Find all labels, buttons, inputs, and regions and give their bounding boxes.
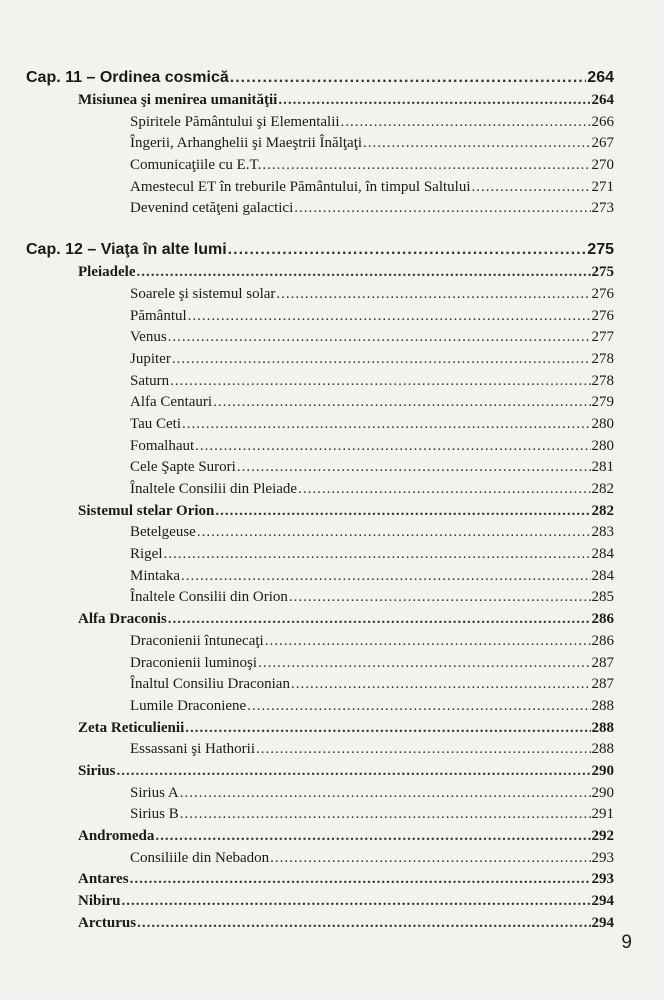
entry-page: 276 xyxy=(591,307,614,324)
toc-subsection-entry xyxy=(26,133,614,155)
entry-title: Înaltul Consiliu Draconian xyxy=(130,676,290,693)
entry-page: 288 xyxy=(591,741,614,758)
dot-leader xyxy=(185,718,590,740)
entry-title: Cele Şapte Surori xyxy=(130,459,236,476)
dot-leader xyxy=(195,436,590,458)
entry-page: 271 xyxy=(591,178,614,195)
toc-subsection-entry xyxy=(26,544,614,566)
toc-subsection-entry xyxy=(26,327,614,349)
entry-page: 279 xyxy=(591,394,614,411)
entry-title: Arcturus xyxy=(78,914,137,931)
dot-leader xyxy=(172,349,591,371)
entry-title: Îngerii, Arhanghelii şi Maeştrii Înălţaţi xyxy=(130,135,363,152)
entry-page: 283 xyxy=(591,524,614,541)
dot-leader xyxy=(182,414,590,436)
dot-leader xyxy=(265,631,591,653)
entry-title: Antares xyxy=(78,871,129,888)
dot-leader xyxy=(237,457,591,479)
toc-subsection-entry xyxy=(26,848,614,870)
entry-page: 275 xyxy=(591,264,614,281)
toc-subsection-entry xyxy=(26,739,614,761)
toc-subsection-entry xyxy=(26,804,614,826)
toc-subsection-entry xyxy=(26,155,614,177)
entry-page: 293 xyxy=(591,849,614,866)
toc-section-entry xyxy=(26,609,614,631)
entry-page: 288 xyxy=(591,719,614,736)
entry-title: Draconienii luminoşi xyxy=(130,654,258,671)
entry-title: Alfa Centauri xyxy=(130,394,213,411)
entry-title: Andromeda xyxy=(78,828,155,844)
chapter-title: Cap. 12 – Viaţa în alte lumi xyxy=(26,241,227,259)
toc-subsection-entry xyxy=(26,436,614,458)
chapter-heading xyxy=(26,66,614,90)
entry-page: 286 xyxy=(591,632,614,649)
entry-page: 278 xyxy=(591,350,614,367)
entry-page: 285 xyxy=(591,589,614,606)
entry-title: Tau Ceti xyxy=(130,415,182,432)
entry-title: Pleiadele xyxy=(78,264,136,281)
entry-title: Fomalhaut xyxy=(130,437,195,454)
toc-section-entry xyxy=(26,869,614,891)
dot-leader xyxy=(137,913,590,935)
page-number: 9 xyxy=(621,932,632,953)
entry-title: Zeta Reticulienii xyxy=(78,719,185,736)
entry-title: Draconienii întunecaţi xyxy=(130,632,264,649)
toc-subsection-entry xyxy=(26,349,614,371)
entry-page: 293 xyxy=(591,871,614,888)
dot-leader xyxy=(270,848,590,870)
toc-section-entry xyxy=(26,262,614,284)
entry-page: 287 xyxy=(591,654,614,671)
dot-leader xyxy=(188,306,591,328)
entry-title: Spiritele Pământului şi Elementalii xyxy=(130,113,340,130)
dot-leader xyxy=(294,198,590,220)
entry-page: 288 xyxy=(591,697,614,714)
toc-section-entry xyxy=(26,718,614,740)
dot-leader xyxy=(180,804,591,826)
toc-subsection-entry xyxy=(26,783,614,805)
toc-section-entry xyxy=(26,913,614,935)
toc-subsection-entry xyxy=(26,392,614,414)
toc-subsection-entry xyxy=(26,414,614,436)
entry-page: 267 xyxy=(591,135,614,152)
entry-page: 278 xyxy=(591,372,614,389)
chapter-page: 275 xyxy=(587,241,614,259)
toc-section-entry xyxy=(26,826,614,848)
entry-title: Înaltele Consilii din Orion xyxy=(130,589,288,606)
dot-leader xyxy=(472,177,591,199)
dot-leader xyxy=(291,674,591,696)
entry-page: 276 xyxy=(591,285,614,302)
entry-page: 282 xyxy=(591,502,614,519)
entry-title: Misiunea şi menirea umanităţii xyxy=(78,92,278,108)
toc-subsection-entry xyxy=(26,631,614,653)
dot-leader xyxy=(180,783,591,805)
entry-page: 291 xyxy=(591,806,614,823)
entry-title: Sirius xyxy=(78,762,116,779)
dot-leader xyxy=(213,392,590,414)
toc-section-entry xyxy=(26,761,614,783)
entry-title: Pământul xyxy=(130,307,187,324)
toc-section-entry xyxy=(26,891,614,913)
entry-title: Devenind cetăţeni galactici xyxy=(130,200,294,217)
table-of-contents xyxy=(26,66,614,952)
entry-title: Betelgeuse xyxy=(130,524,196,541)
entry-title: Venus xyxy=(130,329,167,346)
dot-leader xyxy=(230,66,587,90)
entry-page: 270 xyxy=(591,157,614,174)
entry-page: 281 xyxy=(591,459,614,476)
dot-leader xyxy=(122,891,591,913)
toc-subsection-entry xyxy=(26,112,614,134)
dot-leader xyxy=(247,696,590,718)
entry-page: 294 xyxy=(591,914,614,931)
entry-title: Înaltele Consilii din Pleiade xyxy=(130,481,298,497)
entry-page: 290 xyxy=(591,762,614,779)
entry-title: Soarele şi sistemul solar xyxy=(130,285,276,302)
entry-title: Nibiru xyxy=(78,893,121,910)
dot-leader xyxy=(258,653,590,675)
chapter-page: 264 xyxy=(587,69,614,86)
toc-subsection-entry xyxy=(26,371,614,393)
entry-page: 273 xyxy=(591,200,614,217)
entry-page: 280 xyxy=(591,415,614,432)
dot-leader xyxy=(155,826,590,848)
entry-title: Mintaka xyxy=(130,567,180,584)
dot-leader xyxy=(181,566,591,588)
toc-subsection-entry xyxy=(26,479,614,501)
toc-subsection-entry xyxy=(26,587,614,609)
dot-leader xyxy=(278,90,590,112)
entry-title: Essassani şi Hathorii xyxy=(130,741,255,758)
entry-page: 284 xyxy=(591,546,614,563)
entry-page: 290 xyxy=(591,784,614,801)
toc-subsection-entry xyxy=(26,696,614,718)
entry-title: Sirius A xyxy=(130,784,179,801)
toc-subsection-entry xyxy=(26,653,614,675)
dot-leader xyxy=(215,501,590,523)
entry-page: 287 xyxy=(591,676,614,693)
entry-title: Sirius B xyxy=(130,806,179,823)
entry-page: 284 xyxy=(591,567,614,584)
toc-subsection-entry xyxy=(26,566,614,588)
dot-leader xyxy=(298,479,590,501)
dot-leader xyxy=(228,238,587,262)
entry-page: 282 xyxy=(591,481,614,497)
toc-subsection-entry xyxy=(26,306,614,328)
entry-title: Consiliile din Nebadon xyxy=(130,849,270,866)
entry-title: Comunicaţiile cu E.T. xyxy=(130,157,262,174)
dot-leader xyxy=(136,262,590,284)
dot-leader xyxy=(256,739,591,761)
dot-leader xyxy=(168,327,591,349)
chapter-heading xyxy=(26,238,614,262)
entry-page: 277 xyxy=(591,329,614,346)
toc-chapter xyxy=(26,66,614,220)
toc-section-entry xyxy=(26,90,614,112)
entry-title: Jupiter xyxy=(130,350,171,367)
dot-leader xyxy=(341,112,591,134)
entry-title: Rigel xyxy=(130,546,163,563)
entry-page: 294 xyxy=(591,893,614,910)
toc-section-entry xyxy=(26,501,614,523)
entry-title: Saturn xyxy=(130,372,170,389)
dot-leader xyxy=(164,544,591,566)
toc-chapter xyxy=(26,238,614,934)
toc-subsection-entry xyxy=(26,674,614,696)
entry-page: 264 xyxy=(591,92,614,108)
toc-subsection-entry xyxy=(26,177,614,199)
dot-leader xyxy=(197,522,591,544)
chapter-title: Cap. 11 – Ordinea cosmică xyxy=(26,69,229,86)
toc-subsection-entry xyxy=(26,198,614,220)
entry-page: 266 xyxy=(591,113,614,130)
entry-page: 280 xyxy=(591,437,614,454)
entry-page: 286 xyxy=(591,611,614,628)
dot-leader xyxy=(168,609,591,631)
entry-title: Sistemul stelar Orion xyxy=(78,502,215,519)
toc-subsection-entry xyxy=(26,457,614,479)
entry-title: Amestecul ET în treburile Pământului, în timpul Saltului xyxy=(130,178,471,195)
entry-title: Alfa Draconis xyxy=(78,611,167,628)
dot-leader xyxy=(262,155,590,177)
dot-leader xyxy=(170,371,590,393)
dot-leader xyxy=(130,869,591,891)
dot-leader xyxy=(363,133,590,155)
dot-leader xyxy=(117,761,591,783)
entry-title: Lumile Draconiene xyxy=(130,697,247,714)
entry-page: 292 xyxy=(591,828,614,844)
toc-subsection-entry xyxy=(26,284,614,306)
dot-leader xyxy=(276,284,590,306)
toc-subsection-entry xyxy=(26,522,614,544)
dot-leader xyxy=(289,587,591,609)
